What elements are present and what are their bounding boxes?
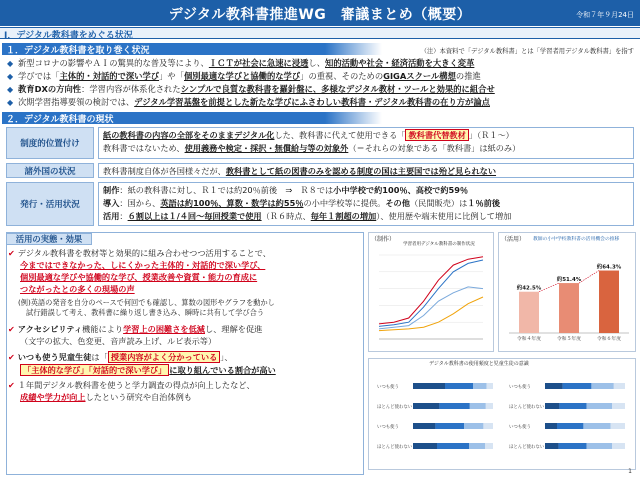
usage-bar — [519, 292, 539, 333]
bullet-text: 次期学習指導要領の検討では、 — [18, 97, 135, 107]
emphasis: その他 — [385, 198, 410, 208]
stacked-segment — [413, 383, 445, 389]
row-label-foreign: 諸外国の状況 — [6, 163, 94, 178]
effect-text: デジタル教科書を教材等と効果的に組み合わせつつ活用することで、 — [17, 248, 271, 258]
usage-bar — [559, 283, 579, 333]
bullet-emphasis: 教育DXの方向性 — [18, 84, 82, 94]
row-label: ほとんど使わない — [509, 405, 545, 410]
subsection-header-2 — [2, 112, 382, 124]
bar-category-label: 令和５年度 — [557, 337, 581, 342]
chart-note: 学習者用デジタル教科書の制作状況 — [403, 242, 475, 247]
bullet-emphasis: 主体的・対話的で深い学び — [59, 71, 160, 81]
stacked-segment — [445, 383, 473, 389]
emphasis: 活用 — [103, 211, 120, 221]
chart-subtitle: 教師の小中学校教科書の活用機会の推移 — [533, 237, 620, 242]
effects-tag: 活用の実態・効果 — [6, 233, 92, 245]
diamond-bullet-icon: ◆ — [7, 72, 14, 81]
always-use-line — [8, 352, 233, 363]
diamond-bullet-icon: ◆ — [7, 85, 14, 94]
bullet-item — [4, 57, 636, 70]
page-number: 1 — [628, 468, 632, 475]
bullet-item — [4, 83, 636, 96]
series-line — [379, 257, 483, 324]
stacked-segment — [464, 423, 483, 429]
bar-category-label: 令和６年度 — [597, 337, 621, 342]
emphasis: に取り組んでいる割合が高い — [169, 365, 276, 375]
row-label: ほとんど使わない — [377, 445, 413, 450]
row-body-position — [98, 127, 634, 159]
emphasis: 紙の教科書の内容の全部をそのままデジタル化 — [103, 130, 275, 140]
emphasis: 制作 — [103, 185, 120, 195]
bullet-text: 」の重視、そのための — [300, 71, 384, 81]
bar-value-label: 約51.4% — [556, 277, 582, 284]
stacked-segment — [439, 403, 469, 409]
diamond-bullet-icon: ◆ — [7, 98, 14, 107]
subsection-title: １．デジタル教科書を取り巻く状況 — [6, 46, 150, 56]
usage-bar — [599, 271, 619, 333]
stacked-segment — [583, 423, 610, 429]
stacked-segment — [545, 423, 557, 429]
stacked-segment — [437, 443, 469, 449]
emphasis-red: 成績や学力が向上 — [20, 392, 86, 402]
text: ）、使用歴や端末使用に比例して増加 — [376, 211, 512, 221]
year-line-2 — [20, 392, 192, 403]
bullet-item — [4, 96, 636, 109]
text: 機能により — [82, 324, 124, 334]
row-label: いつも使う — [509, 425, 531, 430]
subsection-title: ２．デジタル教科書の現状 — [6, 115, 114, 125]
bar-value-label: 約42.5% — [516, 285, 542, 292]
text: は「 — [91, 352, 108, 362]
effect-line-red: つながったとの多くの現場の声 — [20, 284, 135, 294]
stacked-segment — [413, 423, 435, 429]
emphasis: １％前後 — [467, 198, 501, 208]
highlight-badge: 「主体的な学び」「対話的で深い学び」 — [20, 364, 169, 376]
bullet-text: 新型コロナの影響やＡＩの驚異的な普及等により、 — [18, 58, 209, 68]
highlight-badge: 授業内容がよく分かっている — [108, 351, 220, 363]
text: 教科書ではないため、 — [103, 143, 185, 153]
effect-line — [8, 248, 271, 259]
production-line-svg — [369, 247, 493, 351]
emphasis: 使用義務や検定・採択・無償給与等の対象外 — [184, 143, 349, 153]
date-label: 令和７年９月24日 — [576, 11, 634, 19]
usage-bar-svg — [499, 247, 635, 351]
stacked-segment — [413, 403, 439, 409]
series-line — [379, 260, 483, 326]
row-body-foreign — [98, 163, 634, 178]
subsection-header-1 — [2, 43, 382, 55]
stacked-segment — [469, 443, 485, 449]
stacked-segment — [559, 403, 586, 409]
stacked-segment — [473, 383, 487, 389]
text: し、理解を促進 — [205, 324, 263, 334]
stacked-segment — [413, 443, 437, 449]
title-bar — [0, 0, 640, 26]
bullet-emphasis: GIGAスクール構想 — [383, 71, 456, 81]
emphasis: ６割以上は１/４回～毎回授業で使用 — [127, 211, 262, 221]
emphasis: 英語は約100％、算数・数学は約55％ — [160, 198, 304, 208]
stacked-segment — [545, 383, 563, 389]
accessibility-sub: （文字の拡大、色変更、音声読み上げ、ルビ表示等） — [20, 336, 217, 346]
emphasis: 毎年１割超の増加 — [310, 211, 377, 221]
emphasis: 小中学校で約100％、高校で約59％ — [333, 185, 469, 195]
row-label-position: 制度的位置付け — [6, 127, 94, 159]
bullet-text: し、 — [308, 58, 326, 68]
text: （＝それらの対象である「教科書」は紙のみ） — [348, 143, 521, 153]
effect-line-red: 個別最適な学びや協働的な学び、授業改善や資質・能力の育成に — [20, 272, 258, 282]
text: ： — [119, 211, 128, 221]
row-label: いつも使う — [509, 385, 531, 390]
text: した、教科書に代えて使用できる「 — [274, 130, 406, 140]
stacked-segment — [587, 443, 613, 449]
bullet-text: 学びでは「 — [18, 71, 60, 81]
row-label: いつも使う — [377, 385, 399, 390]
check-icon: ✔ — [8, 352, 18, 362]
trend-arrow — [579, 271, 599, 284]
bullet-text: ：学習内容が体系化された — [81, 84, 181, 94]
section-title: Ⅰ．デジタル教科書をめぐる状況 — [4, 31, 133, 41]
stacked-segment — [487, 383, 493, 389]
chart-title: （制作） — [371, 236, 396, 243]
position-line-1 — [103, 129, 629, 142]
text: （Ｒ６時点、 — [261, 211, 311, 221]
page-title: デジタル教科書推進WG 審議まとめ（概要） — [168, 7, 472, 23]
emphasis-red: 学習上の困難さを低減 — [123, 324, 205, 334]
example-line: 試行錯誤して考え、教科書に繰り返し書き込み、瞬時に共有して学び合う — [26, 308, 265, 317]
emphasis: 導入 — [103, 198, 120, 208]
series-line — [379, 297, 483, 331]
highlight-badge: 教科書代替教材 — [405, 129, 468, 141]
text: １年間デジタル教科書を使うと学力調査の得点が向上したなど、 — [17, 380, 255, 390]
check-icon: ✔ — [8, 380, 18, 390]
row-label: いつも使う — [377, 425, 399, 430]
stacked-segment — [435, 423, 464, 429]
issue-line-1 — [103, 184, 629, 197]
bullet-emphasis: 知的活動や社会・経済活動を大きく変革 — [325, 58, 475, 68]
frequency-hbar-svg — [369, 369, 635, 469]
stacked-segment — [485, 443, 493, 449]
bullet-text: 」や「 — [159, 71, 184, 81]
stacked-segment — [559, 443, 587, 449]
text: ：紙の教科書に対し、Ｒ１では約20％前後 ⇒ Ｒ８では — [119, 185, 334, 195]
stacked-segment — [614, 383, 625, 389]
text: 教科書制度自体が各国様々だが、 — [103, 166, 226, 176]
check-icon: ✔ — [8, 248, 18, 258]
bullet-emphasis: ＩＣＴが社会に急速に浸透 — [208, 58, 309, 68]
year-line — [8, 380, 255, 391]
bullet-emphasis: デジタル学習基盤を前提とした新たな学びにふさわしい教科書・デジタル教科書の在り方が論点 — [134, 97, 490, 107]
stacked-segment — [483, 423, 493, 429]
usage-chart — [498, 232, 636, 352]
check-icon: ✔ — [8, 324, 18, 334]
chart-title: （活用） — [501, 236, 526, 243]
bullet-text: の推進 — [455, 71, 481, 81]
stacked-segment — [545, 443, 559, 449]
production-chart — [368, 232, 494, 352]
issue-line-3 — [103, 210, 629, 223]
text: 」、 — [220, 352, 233, 362]
always-use-line-2 — [20, 365, 276, 376]
series-line — [379, 287, 483, 329]
trend-arrow — [539, 283, 559, 292]
frequency-chart — [368, 358, 636, 470]
text: 」（Ｒ１～） — [468, 130, 514, 140]
stacked-segment — [587, 403, 613, 409]
stacked-segment — [486, 403, 493, 409]
bar-category-label: 令和４年度 — [517, 337, 541, 342]
bar-value-label: 約64.3% — [596, 264, 622, 271]
stacked-segment — [611, 423, 625, 429]
bullet-item — [4, 70, 636, 83]
issue-line-2 — [103, 197, 629, 210]
row-label-issue: 発行・活用状況 — [6, 182, 94, 226]
emphasis: アクセシビリティ — [17, 324, 83, 334]
position-line-2 — [103, 142, 629, 155]
stacked-segment — [545, 403, 559, 409]
row-label: ほとんど使わない — [509, 445, 545, 450]
stacked-segment — [563, 383, 592, 389]
effect-line-red: 今まではできなかった、しにくかった主体的・対話的で深い学び、 — [20, 260, 266, 270]
text: （民間販売）は — [409, 198, 468, 208]
definition-note: （注）本資料で「デジタル教科書」とは「学習者用デジタル教科書」を指す — [420, 48, 634, 55]
bullet-emphasis: 個別最適な学びと協働的な学び — [183, 71, 301, 81]
text: の小中学校等に提供。 — [303, 198, 386, 208]
stacked-segment — [557, 423, 583, 429]
accessibility-line — [8, 324, 262, 335]
situation-bullets — [4, 57, 636, 109]
example-line: (例)英語の発音を自分のペースで何回でも確認し、算数の図形やグラフを動かし — [18, 298, 275, 307]
emphasis: 教科書として紙の図書のみを認める制度の国は主要国では殆ど見られない — [225, 166, 497, 176]
text: したという研究や自治体例も — [85, 392, 192, 402]
section-header-1 — [0, 27, 640, 39]
stacked-segment — [470, 403, 486, 409]
stacked-segment — [612, 403, 625, 409]
diamond-bullet-icon: ◆ — [7, 59, 14, 68]
row-body-issue — [98, 182, 634, 226]
row-label: ほとんど使わない — [377, 405, 413, 410]
emphasis: いつも使う児童生徒 — [17, 352, 92, 362]
chart-title: デジタル教科書の使用頻度と児童生徒の意識 — [429, 361, 529, 367]
text: ：国から、 — [119, 198, 161, 208]
stacked-segment — [591, 383, 613, 389]
bullet-emphasis: シンプルで良質な教科書を羅針盤に、多様なデジタル教材・ツールと効果的に組合せ — [180, 84, 495, 94]
stacked-segment — [612, 443, 625, 449]
